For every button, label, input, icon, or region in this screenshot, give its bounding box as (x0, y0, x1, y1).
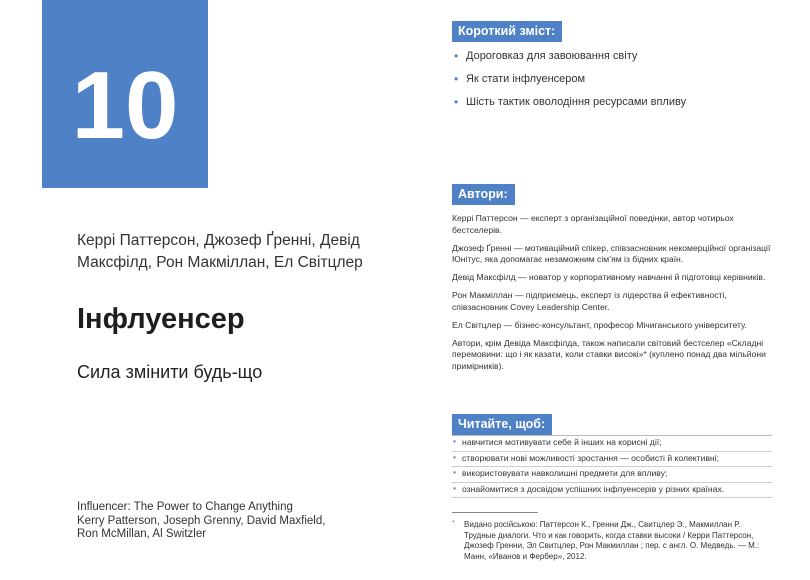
read-to-list (452, 435, 772, 498)
read-to-item: • навчитися мотивувати себе й інших на корисні дії; (452, 436, 772, 452)
authors-line-1: Керрі Паттерсон, Джозеф Ґренні, Девід (77, 232, 360, 249)
summary-item: • Дороговказ для завоювання світу (454, 48, 686, 71)
read-to-item: • створювати нові можливості зростання — особисті й колективні; (452, 452, 772, 468)
summary-item: • Як стати інфлуенсером (454, 71, 686, 94)
book-title: Інфлуенсер (77, 303, 245, 335)
chapter-number: 10 (71, 52, 179, 159)
author-bio: Ел Світцлер — бізнес-консультант, професор Мічиганського університету. (452, 319, 747, 330)
read-to-item: • використовувати навколишні предмети для впливу; (452, 467, 772, 483)
author-bio: Джозеф Ґренні — мотиваційний спікер, співзасновник некомерційної організації Юнітус, яка допомагає незаможним сім’ям із бідних країн. (452, 242, 771, 264)
author-bios (452, 213, 772, 379)
summary-list (454, 48, 686, 117)
original-authors-1: Kerry Patterson, Joseph Grenny, David Maxfield, (77, 514, 326, 527)
summary-heading: Короткий зміст: (452, 21, 562, 42)
original-authors-2: Ron McMillan, Al Switzler (77, 528, 207, 540)
book-subtitle: Сила змінити будь-що (77, 362, 263, 382)
book-authors (77, 230, 387, 274)
footnote (452, 520, 770, 562)
author-bio: Девід Максфілд — новатор у корпоративному навчанні й підготовці керівників. (452, 272, 766, 282)
original-title: Influencer: The Power to Change Anything (77, 501, 293, 513)
authors-heading: Автори: (452, 184, 515, 205)
author-bio: Керрі Паттерсон — експерт з організаційної поведінки, автор чотирьох бестселерів. (452, 213, 734, 235)
author-bio: Рон Макміллан — підприємець, експерт із лідерства й ефективності, співзасновник Covey Leadership Center. (452, 290, 727, 312)
footnote-text: Видано російською: Паттерсон К., Гренни Дж., Свитцлер Э., Макмиллан Р. Трудные диалоги. Что и как говорить, когда ставки высоки / Керри Паттерсон, Джозеф Гренни, Эл Свитцлер, Рон Макмиллан ; пер. с англ. О. Медведь. — М.: Манн, «Иванов и Фербер», 2012. (464, 520, 760, 561)
authors-line-2: Максфілд, Рон Макміллан, Ел Світцлер (77, 254, 363, 271)
footnote-divider (452, 512, 538, 513)
summary-item: • Шість тактик оволодіння ресурсами впливу (454, 94, 686, 117)
original-edition (77, 501, 325, 542)
footnote-mark: * (452, 520, 455, 527)
read-to-heading: Читайте, щоб: (452, 414, 552, 435)
chapter-number-box (42, 0, 208, 188)
read-to-item: • ознайомитися з досвідом успішних інфлуенсерів у різних країнах. (452, 483, 772, 499)
authors-note: Автори, крім Девіда Максфілда, також написали світовий бестселер «Складні перемовини: що і як казати, коли ставки високі»* (куплено понад два мільйони примірників). (452, 337, 766, 371)
